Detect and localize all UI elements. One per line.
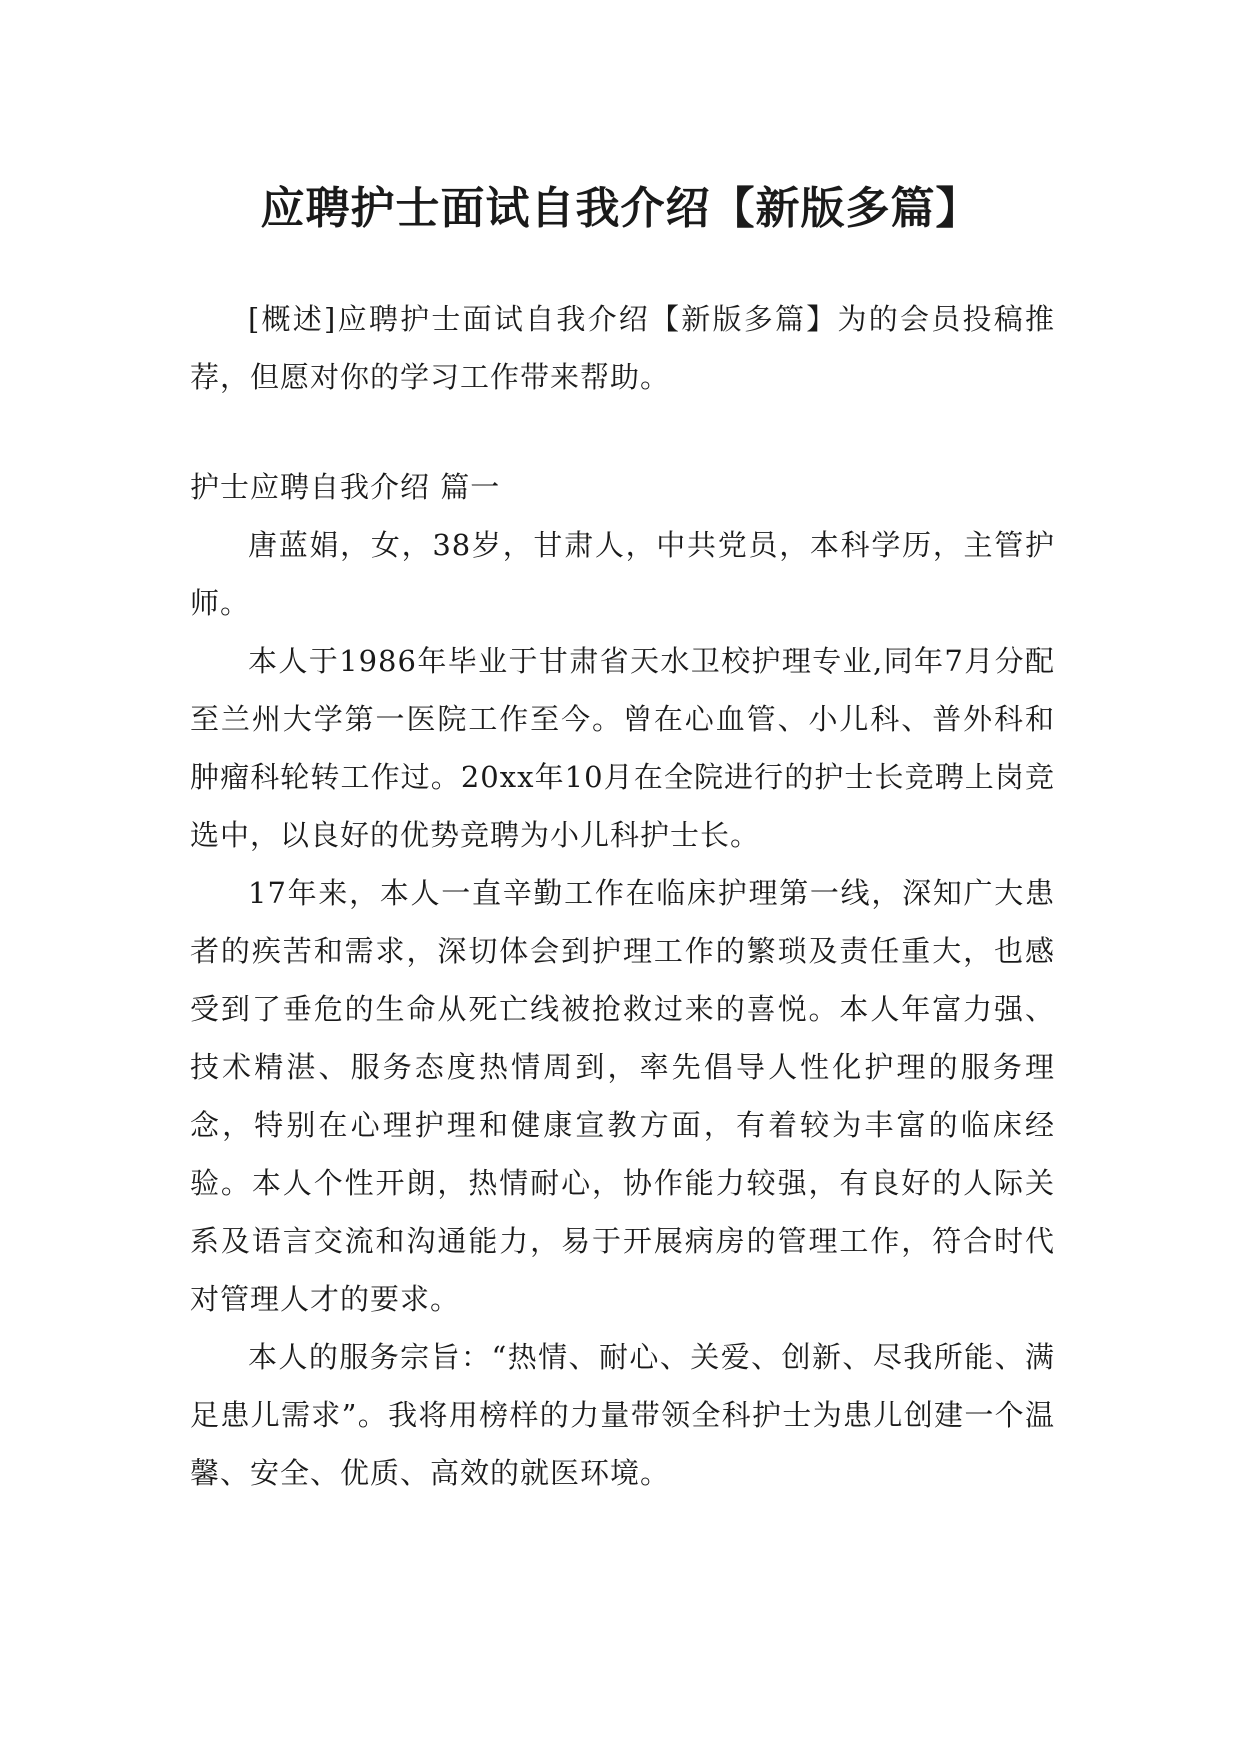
paragraph-career: 本人于1986年毕业于甘肃省天水卫校护理专业,同年7月分配至兰州大学第一医院工作至今。曾在心血管、小儿科、普外科和肿瘤科轮转工作过。20xx年10月在全院进行的护士长竞聘上岗竞选中，以良好的优势竞聘为小儿科护士长。	[190, 644, 1055, 852]
paragraph-service-motto: 本人的服务宗旨：“热情、耐心、关爱、创新、尽我所能、满足患儿需求”。我将用榜样的力量带领全科护士为患儿创建一个温馨、安全、优质、高效的就医环境。	[190, 1340, 1055, 1490]
paragraph-experience: 17年来，本人一直辛勤工作在临床护理第一线，深知广大患者的疾苦和需求，深切体会到护理工作的繁琐及责任重大，也感受到了垂危的生命从死亡线被抢救过来的喜悦。本人年富力强、技术精湛、服务态度热情周到，率先倡导人性化护理的服务理念，特别在心理护理和健康宣教方面，有着较为丰富的临床经验。本人个性开朗，热情耐心，协作能力较强，有良好的人际关系及语言交流和沟通能力，易于开展病房的管理工作，符合时代对管理人才的要求。	[190, 876, 1055, 1316]
section-heading: 护士应聘自我介绍 篇一	[190, 470, 501, 504]
document-body	[190, 290, 1055, 1502]
page-title: 应聘护士面试自我介绍【新版多篇】	[260, 183, 981, 235]
summary-paragraph: [概述]应聘护士面试自我介绍【新版多篇】为的会员投稿推荐，但愿对你的学习工作带来帮助。	[190, 302, 1055, 394]
paragraph-profile: 唐蓝娟，女，38岁，甘肃人，中共党员，本科学历，主管护师。	[190, 528, 1055, 620]
